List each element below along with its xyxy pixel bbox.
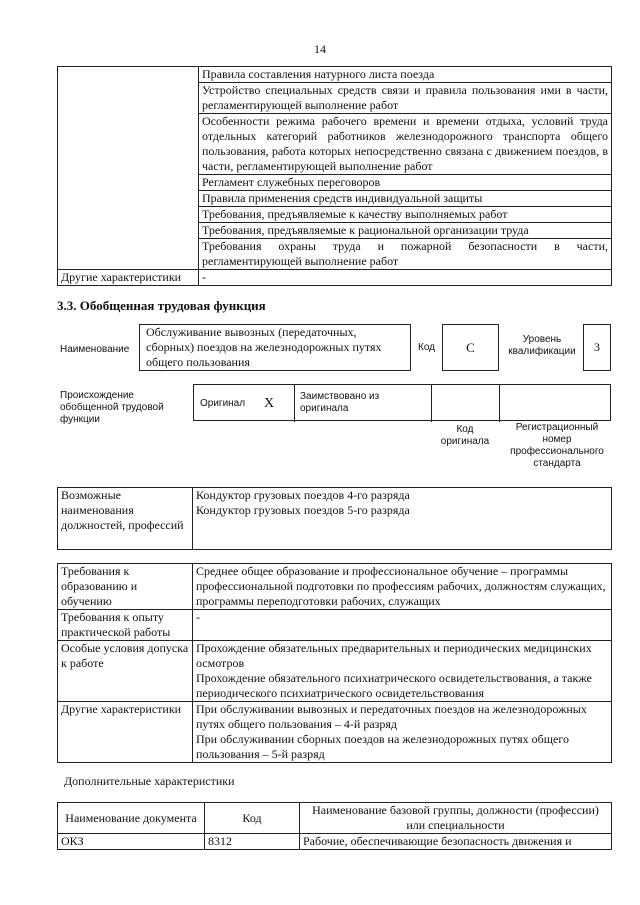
other-characteristics-label: Другие характеристики [58,270,199,286]
empty-label-cell [58,67,199,270]
code-original-caption: Код оригинала [440,424,490,447]
table-row [58,702,612,763]
table-row [58,803,612,834]
position-item: Кондуктор грузовых поездов 5-го разряда [196,503,410,517]
additional-title: Дополнительные характеристики [64,774,235,788]
knowledge-item: Требования, предъявляемые к качеству выполняемых работ [199,207,612,223]
requirement-value [193,564,612,610]
level-label: Уровень квалификации [508,334,576,357]
requirement-line: Прохождение обязательного психиатрического освидетельствования, а также периодического психиатрического освидетельствования [196,671,592,700]
requirement-label: Другие характеристики [58,702,193,763]
divider [294,385,295,422]
additional-table [57,802,612,850]
knowledge-item: Особенности режима рабочего времени и времени отдыха, условий труда отдельных категорий работников железнодорожного транспорта общего пользования, работа которых непосредственно связана с движением поездов, в части, регламентирующей выполнение работ [199,114,612,175]
requirement-value [193,702,612,763]
table-row [58,641,612,702]
level-value: 3 [594,340,600,354]
table-row [58,270,612,286]
table-row [58,488,612,550]
name-label: Наименование [60,344,130,355]
other-characteristics-value: - [199,270,612,286]
header-doc-name: Наименование документа [58,803,205,834]
code-cell: 8312 [205,834,300,850]
positions-values [193,488,612,550]
borrowed-label: Заимствовано из оригинала [300,391,380,414]
divider [499,385,500,422]
divider [431,385,432,422]
requirement-line: - [196,610,200,624]
function-name-box [139,324,411,371]
header-group-name: Наименование базовой группы, должности (профессии) или специальности [300,803,612,834]
group-name-cell: Рабочие, обеспечивающие безопасность движения и [300,834,612,850]
knowledge-item: Устройство специальных средств связи и правила пользования ими в части, регламентирующей выполнение работ [199,83,612,114]
knowledge-item: Требования охраны труда и пожарной безопасности в части, регламентирующей выполнение работ [199,239,612,270]
table-row [58,67,612,83]
level-box [583,324,611,371]
table-row [58,564,612,610]
requirement-label: Требования к опыту практической работы [58,610,193,641]
doc-name-cell: ОКЗ [58,834,205,850]
positions-label: Возможные наименования должностей, профессий [58,488,193,550]
table-row [58,834,612,850]
origin-table [193,384,611,421]
code-label: Код [418,342,436,353]
requirement-line: Среднее общее образование и профессиональное обучение – программы профессиональной подготовки по профессиям рабочих, должностям служащих, программы переподготовки рабочих, служащих [196,564,606,608]
function-name: Обслуживание вывозных (передаточных, сборных) поездов на железнодорожных путях общего пользования [146,325,382,369]
header-code: Код [205,803,300,834]
knowledge-table [57,66,612,286]
page-number: 14 [314,42,326,56]
knowledge-item: Правила составления натурного листа поезда [199,67,612,83]
section-title: 3.3. Обобщенная трудовая функция [57,298,266,313]
requirement-label: Требования к образованию и обучению [58,564,193,610]
requirement-line: Прохождение обязательных предварительных и периодических медицинских осмотров [196,641,592,670]
knowledge-item: Регламент служебных переговоров [199,175,612,191]
original-label: Оригинал [200,398,246,409]
original-mark: X [264,396,275,411]
requirement-label: Особые условия допуска к работе [58,641,193,702]
table-row [58,610,612,641]
code-value: C [466,340,475,355]
knowledge-item: Требования, предъявляемые к рациональной организации труда [199,223,612,239]
requirement-value [193,610,612,641]
code-box [442,324,499,371]
requirement-line: При обслуживании вывозных и передаточных поездов на железнодорожных путях общего пользования – 4-й разряд [196,702,587,731]
requirement-value [193,641,612,702]
reg-number-caption: Регистрационный номер профессионального стандарта [510,422,604,469]
position-item: Кондуктор грузовых поездов 4-го разряда [196,488,410,502]
positions-table [57,487,612,550]
knowledge-item: Правила применения средств индивидуальной защиты [199,191,612,207]
requirement-line: При обслуживании сборных поездов на железнодорожных путях общего пользования – 5-й разряд [196,732,569,761]
origin-label: Происхождение обобщенной трудовой функции [60,390,164,425]
requirements-table [57,563,612,763]
